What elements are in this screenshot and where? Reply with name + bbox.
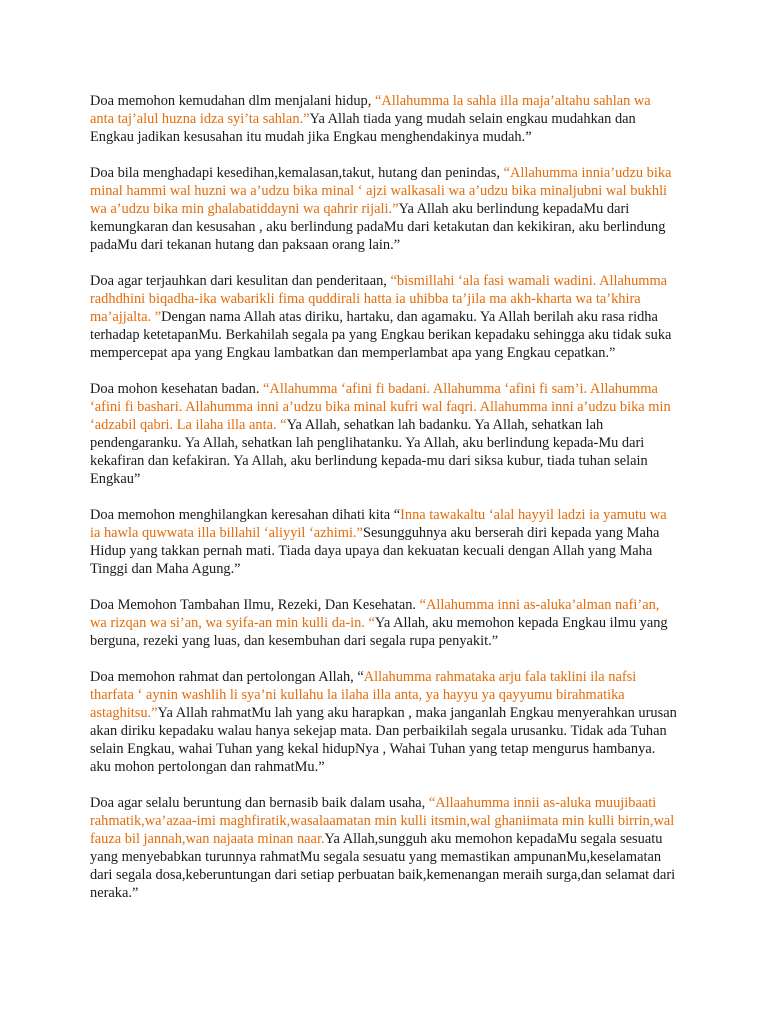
doa-translation: Dengan nama Allah atas diriku, hartaku, dan agamaku. Ya Allah berilah aku rasa ridha terhadap ketetapanMu. Berkahilah segala pa yang Engkau berikan kepadaku sehingga aku tidak suka mempercepat apa yang Engkau lambatkan dan memperlambat apa yang Engkau cepatkan.” bbox=[90, 309, 672, 361]
doa-intro: Doa agar selalu beruntung dan bernasib baik dalam usaha, bbox=[90, 795, 429, 811]
doa-translation: Ya Allah,sungguh aku memohon kepadaMu segala sesuatu yang menyebabkan turunnya rahmatMu segala sesuatu yang memastikan ampunanMu,keselamatan dari segala dosa,keberuntungan dari setiap perbuatan baik,kemenangan meraih surga,dan selamat dari neraka.” bbox=[90, 831, 676, 901]
doa-paragraph-7 bbox=[90, 668, 678, 776]
doa-paragraph-1 bbox=[90, 92, 678, 146]
doa-paragraph-4 bbox=[90, 380, 678, 488]
doa-translation: Ya Allah rahmatMu lah yang aku harapkan , maka janganlah Engkau menyerahkan urusan akan diriku kepadaku walau hanya sekejap mata. Dan perbaikilah segala urusanku. Tidak ada Tuhan selain Engkau, wahai Tuhan yang kekal hidupNya , Wahai Tuhan yang tetap mengurus hambanya. aku mohon pertolongan dan rahmatMu.” bbox=[90, 705, 677, 775]
doa-paragraph-3 bbox=[90, 272, 678, 362]
doa-translation: Ya Allah, aku memohon kepada Engkau ilmu yang berguna, rezeki yang luas, dan kesembuhan dari segala rupa penyakit.” bbox=[90, 615, 668, 649]
doa-arabic-text: “Allaahumma innii as-aluka muujibaati rahmatik,wa’azaa-imi maghfiratik,wasalaamatan min kulli itsmin,wal ghaniimata min kulli birrin,wal fauza bil jannah,wan najaata minan naar. bbox=[90, 795, 675, 847]
doa-paragraph-5 bbox=[90, 506, 678, 578]
doa-intro: Doa mohon kesehatan badan. bbox=[90, 381, 264, 397]
doa-arabic-text: “bismillahi ‘ala fasi wamali wadini. Allahumma radhdhini biqadha-ika wabarikli fima quddirali hatta ia uhibba ta’jila ma akh-kharta wa ta’khira ma’ajjalta. ” bbox=[90, 273, 668, 325]
doa-arabic-text: “Allahumma innia’udzu bika minal hammi wal huzni wa a’udzu bika minal ‘ ajzi walkasali wa a’udzu bika minaljubni wal bukhli wa a’udzu bika min ghalabatiddayni wa qahrir rijali.” bbox=[90, 165, 672, 217]
doa-intro: Doa memohon menghilangkan keresahan dihati kita “ bbox=[90, 507, 401, 523]
doa-intro: Doa memohon kemudahan dlm menjalani hidup, bbox=[90, 93, 375, 109]
doa-arabic-text: Allahumma rahmataka arju fala taklini ila nafsi tharfata ‘ aynin washlih li sya’ni kullahu la ilaha illa anta, ya hayyu ya qayyumu birahmatika astaghitsu.” bbox=[90, 669, 637, 721]
doa-intro: Doa Memohon Tambahan Ilmu, Rezeki, Dan Kesehatan. bbox=[90, 597, 420, 613]
doa-paragraph-6 bbox=[90, 596, 678, 650]
doa-paragraph-2 bbox=[90, 164, 678, 254]
doa-translation: Ya Allah aku berlindung kepadaMu dari kemungkaran dan kesusahan , aku berlindung padaMu dari ketakutan dan kekikiran, aku berlindung padaMu dari tekanan hutang dan paksaan orang lain.” bbox=[90, 201, 666, 253]
doa-translation: Ya Allah, sehatkan lah badanku. Ya Allah, sehatkan lah pendengaranku. Ya Allah, sehatkan lah penglihatanku. Ya Allah, aku berlindung kepada-Mu dari kekafiran dan kefakiran. Ya Allah, aku berlindung kepada-mu dari siksa kubur, tiada tuhan selain Engkau” bbox=[90, 417, 648, 487]
doa-arabic-text: “Allahumma ‘afini fi badani. Allahumma ‘afini fi sam’i. Allahumma ‘afini fi bashari. Allahumma inni a’udzu bika minal kufri wal faqri. Allahumma inni a’udzu bika min ‘adzabil qabri. La ilaha illa anta. “ bbox=[90, 381, 671, 433]
doa-translation: Sesungguhnya aku berserah diri kepada yang Maha Hidup yang takkan pernah mati. Tiada daya upaya dan kekuatan kecuali dengan Allah yang Maha Tinggi dan Maha Agung.” bbox=[90, 525, 660, 577]
doa-intro: Doa memohon rahmat dan pertolongan Allah, “ bbox=[90, 669, 364, 685]
doa-intro: Doa bila menghadapi kesedihan,kemalasan,takut, hutang dan penindas, bbox=[90, 165, 504, 181]
doa-translation: Ya Allah tiada yang mudah selain engkau mudahkan dan Engkau jadikan kesusahan itu mudah jika Engkau menghendakinya mudah.” bbox=[90, 111, 636, 145]
doa-arabic-text: “Allahumma inni as-aluka’alman nafi’an, wa rizqan wa si’an, wa syifa-an min kulli da-in. “ bbox=[90, 597, 660, 631]
document-page bbox=[90, 92, 678, 920]
doa-paragraph-8 bbox=[90, 794, 678, 902]
doa-arabic-text: “Allahumma la sahla illa maja’altahu sahlan wa anta taj’alul huzna idza syi’ta sahlan.” bbox=[90, 93, 651, 127]
doa-intro: Doa agar terjauhkan dari kesulitan dan penderitaan, bbox=[90, 273, 391, 289]
doa-arabic-text: Inna tawakaltu ‘alal hayyil ladzi ia yamutu wa ia hawla quwwata illa billahil ‘aliyyil ‘azhimi.” bbox=[90, 507, 667, 541]
